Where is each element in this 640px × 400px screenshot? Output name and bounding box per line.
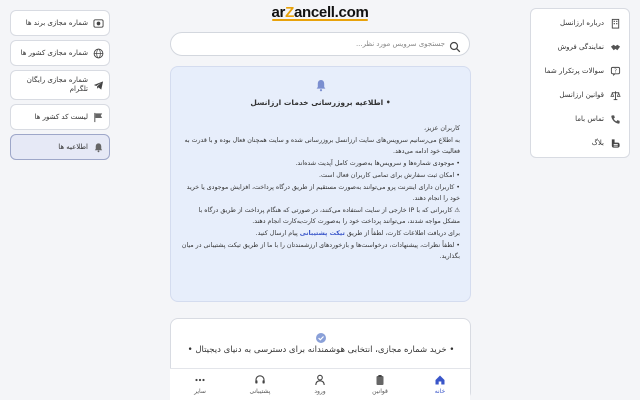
question-icon	[609, 65, 621, 77]
sidebar-item-country-numbers[interactable]	[10, 40, 110, 66]
sidebar-item-rules[interactable]	[531, 83, 629, 107]
announcement-body	[181, 123, 460, 262]
announcement-text: پیام ارسال کنید.	[255, 230, 298, 237]
globe-icon	[92, 47, 104, 59]
sidebar-item-label: لیست کد کشور ها	[34, 112, 88, 121]
right-sidebar	[530, 8, 630, 158]
sidebar-item-label: درباره ارزانسل	[560, 19, 604, 27]
promo-text-content: خرید شماره مجازی، انتخابی هوشمندانه برای دسترسی به دنیای دیجیتال	[195, 345, 447, 355]
headset-icon	[254, 374, 266, 386]
more-icon	[194, 374, 206, 386]
clipboard-icon	[374, 374, 386, 386]
sidebar-item-announcements[interactable]	[10, 134, 110, 160]
left-sidebar	[10, 10, 110, 164]
nav-label: ورود	[314, 388, 326, 395]
handshake-icon	[609, 41, 621, 53]
sidebar-item-label: تماس باما	[575, 115, 604, 123]
announcement-greeting: کاربران عزیز،	[423, 125, 460, 132]
sidebar-item-free-telegram[interactable]	[10, 70, 110, 100]
user-icon	[314, 374, 326, 386]
sidebar-item-label: اطلاعیه ها	[58, 142, 88, 151]
announcement-item: ⚠ کاربرانی که با IP خارجی از سایت استفاده می‌کنند، در صورتی که هنگام پرداخت از طریق درگاه با مشکل مواجه شدند، می‌توانند پرداخت خود را به‌صورت کارت‌به‌کارت انجام دهند.	[198, 207, 460, 225]
announcement-item	[181, 228, 460, 239]
sidebar-item-label: نمایندگی فروش	[557, 43, 604, 51]
announcement-item: • لطفاً نظرات، پیشنهادات، درخواست‌ها و بازخوردهای ارزشمندتان را با ما از طریق تیکت پشتیبانی در میان بگذارید.	[181, 242, 460, 260]
announcement-item: • موجودی شماره‌ها و سرویس‌ها به‌صورت کامل آپدیت شده‌اند.	[295, 160, 460, 167]
search-input[interactable]	[179, 40, 445, 48]
blog-icon	[609, 137, 621, 149]
sidebar-item-blog[interactable]	[531, 131, 629, 155]
bell-icon	[181, 79, 460, 92]
nav-login[interactable]	[290, 369, 350, 400]
sidebar-item-brand-numbers[interactable]	[10, 10, 110, 36]
search-icon[interactable]	[449, 38, 461, 50]
promo-text: • خرید شماره مجازی، انتخابی هوشمندانه برای دسترسی به دنیای دیجیتال •	[187, 345, 455, 355]
sidebar-item-label: شماره مجازی کشور ها	[20, 48, 88, 57]
nav-label: پشتیبانی	[249, 388, 271, 395]
nav-home[interactable]	[410, 369, 470, 400]
sidebar-item-label: بلاگ	[591, 139, 604, 147]
announcement-item: • کاربران دارای اینترنت پرو می‌توانند به‌صورت مستقیم از طریق درگاه پرداخت، افزایش موجودی یا خرید خود را انجام دهند.	[186, 184, 460, 202]
sidebar-item-faq[interactable]	[531, 59, 629, 83]
nav-more[interactable]	[170, 369, 230, 400]
sidebar-item-label: شماره مجازی برند ها	[25, 18, 88, 27]
logo-rest: ancell.com	[293, 4, 369, 21]
svg-text:?: ?	[613, 68, 617, 75]
sidebar-item-contact[interactable]	[531, 107, 629, 131]
nav-label: قوانین	[372, 388, 388, 395]
support-ticket-link[interactable]: تیکت پشتیبانی	[299, 230, 345, 237]
logo-highlight: Z	[285, 4, 294, 21]
sidebar-item-label: شماره مجازی رایگان تلگرام	[26, 76, 88, 93]
telegram-icon	[92, 79, 104, 91]
search-bar	[170, 32, 470, 56]
sidebar-item-label: سوالات پرتکرار شما	[544, 67, 604, 75]
nav-label: خانه	[434, 388, 446, 395]
home-icon	[434, 374, 446, 386]
announcement-text: برای دریافت اطلاعات کارت، لطفاً از طریق	[346, 230, 460, 237]
phone-icon	[609, 113, 621, 125]
sidebar-item-country-codes[interactable]	[10, 104, 110, 130]
check-badge-icon	[315, 329, 327, 341]
announcement-item: • امکان ثبت سفارش برای تمامی کاربران فعال است.	[319, 172, 460, 179]
building-icon	[609, 17, 621, 29]
nav-support[interactable]	[230, 369, 290, 400]
logo-prefix: ar	[271, 4, 286, 21]
bell-icon	[92, 141, 104, 153]
sidebar-item-about[interactable]	[531, 11, 629, 35]
flag-icon	[92, 111, 104, 123]
scale-icon	[609, 89, 621, 101]
announcement-title-text: اطلاعیه بروزرسانی خدمات ارزانسل	[250, 98, 384, 107]
gear-box-icon	[92, 17, 104, 29]
sidebar-item-label: قوانین ارزانسل	[559, 91, 604, 99]
announcement-title: • اطلاعیه بروزرسانی خدمات ارزانسل	[250, 98, 391, 107]
announcement-intro: به اطلاع می‌رسانیم سرویس‌های سایت ارزانسل بروزرسانی شده و سایت همچنان فعال بوده و با قدرت به فعالیت خود ادامه می‌دهد.	[184, 137, 460, 155]
sidebar-item-sales-agency[interactable]	[531, 35, 629, 59]
nav-rules[interactable]	[350, 369, 410, 400]
announcement-card	[170, 66, 471, 302]
nav-label: سایر	[194, 388, 206, 395]
bottom-nav	[170, 368, 470, 400]
